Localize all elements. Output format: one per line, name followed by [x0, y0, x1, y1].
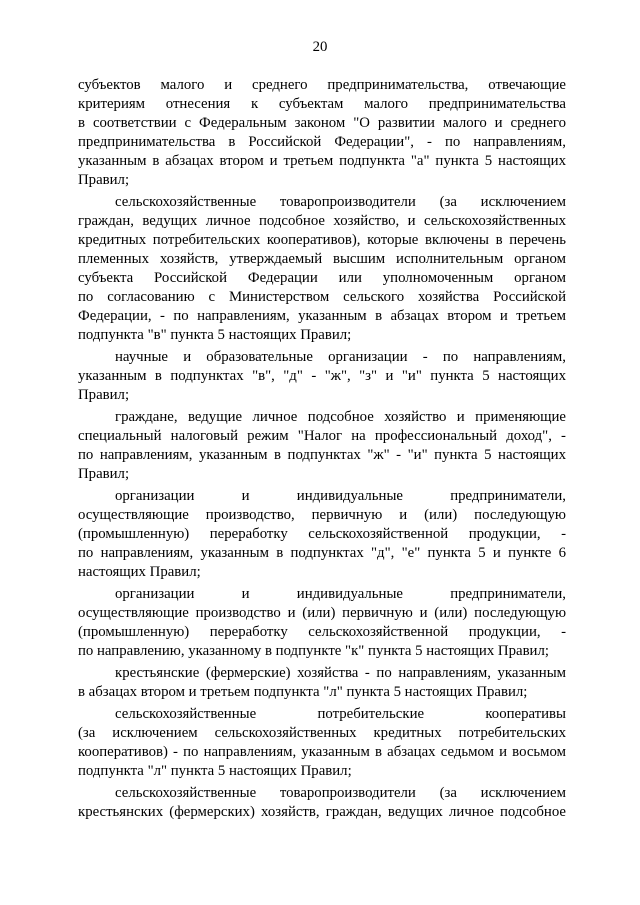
text-line: осуществляющие производство и (или) первичную и (или) последующую: [78, 605, 566, 621]
text-line: крестьянские (фермерские) хозяйства - по направлениям, указанным: [115, 665, 566, 681]
text-line: указанным в абзацах втором и третьем подпункта "а" пункта 5 настоящих: [78, 153, 566, 169]
text-line: подпункта "л" пункта 5 настоящих Правил;: [78, 763, 352, 779]
text-line: граждан, ведущих личное подсобное хозяйство, и сельскохозяйственных: [78, 213, 566, 229]
text-line: указанным в подпунктах "в", "д" - "ж", "з" и "и" пункта 5 настоящих: [78, 368, 566, 384]
document-body: [78, 76, 566, 822]
text-line: племенных хозяйств, утверждаемый высшим исполнительным органом: [78, 251, 566, 267]
paragraph: [78, 585, 566, 661]
text-line: организации и индивидуальные предприниматели,: [115, 488, 566, 504]
text-line: в абзацах втором и третьем подпункта "л" пункта 5 настоящих Правил;: [78, 684, 528, 700]
text-line: сельскохозяйственные потребительские кооперативы: [115, 706, 566, 722]
text-line: организации и индивидуальные предприниматели,: [115, 586, 566, 602]
text-line: субъекта Российской Федерации или уполномоченным органом: [78, 270, 566, 286]
text-line: по направлению, указанному в подпункте "к" пункта 5 настоящих Правил;: [78, 643, 549, 659]
paragraph: [78, 487, 566, 582]
text-line: по направлениям, указанным в подпунктах "ж" - "и" пункта 5 настоящих: [78, 447, 566, 463]
paragraph: [78, 705, 566, 781]
text-line: сельскохозяйственные товаропроизводители (за исключением: [115, 194, 566, 210]
text-line: осуществляющие производство, первичную и (или) последующую: [78, 507, 566, 523]
text-line: (за исключением сельскохозяйственных кредитных потребительских: [78, 725, 566, 741]
text-line: по направлениям, указанным в подпунктах "д", "е" пункта 5 и пункте 6: [78, 545, 566, 561]
paragraph: [78, 193, 566, 345]
paragraph: [78, 408, 566, 484]
page-number: 20: [312, 39, 328, 55]
text-line: (промышленную) переработку сельскохозяйственной продукции, -: [78, 624, 566, 640]
text-line: кооперативов) - по направлениям, указанным в абзацах седьмом и восьмом: [78, 744, 566, 760]
text-line: крестьянских (фермерских) хозяйств, граждан, ведущих личное подсобное: [78, 804, 566, 820]
paragraph: [78, 784, 566, 822]
text-line: критериям отнесения к субъектам малого предпринимательства: [78, 96, 566, 112]
text-line: сельскохозяйственные товаропроизводители (за исключением: [115, 785, 566, 801]
text-line: научные и образовательные организации - по направлениям,: [115, 349, 566, 365]
text-line: кредитных потребительских кооперативов), которые включены в перечень: [78, 232, 566, 248]
paragraph: [78, 76, 566, 190]
text-line: специальный налоговый режим "Налог на профессиональный доход", -: [78, 428, 566, 444]
text-line: по согласованию с Министерством сельского хозяйства Российской: [78, 289, 566, 305]
text-line: субъектов малого и среднего предпринимательства, отвечающие: [78, 77, 566, 93]
text-line: подпункта "в" пункта 5 настоящих Правил;: [78, 327, 352, 343]
text-line: Правил;: [78, 172, 130, 188]
text-line: настоящих Правил;: [78, 564, 201, 580]
text-line: Правил;: [78, 387, 130, 403]
text-line: граждане, ведущие личное подсобное хозяйство и применяющие: [115, 409, 566, 425]
text-line: в соответствии с Федеральным законом "О развитии малого и среднего: [78, 115, 566, 131]
text-line: Федерации, - по направлениям, указанным в абзацах втором и третьем: [78, 308, 566, 324]
text-line: Правил;: [78, 466, 130, 482]
text-line: предпринимательства в Российской Федерации", - по направлениям,: [78, 134, 566, 150]
paragraph: [78, 664, 566, 702]
paragraph: [78, 348, 566, 405]
text-line: (промышленную) переработку сельскохозяйственной продукции, -: [78, 526, 566, 542]
